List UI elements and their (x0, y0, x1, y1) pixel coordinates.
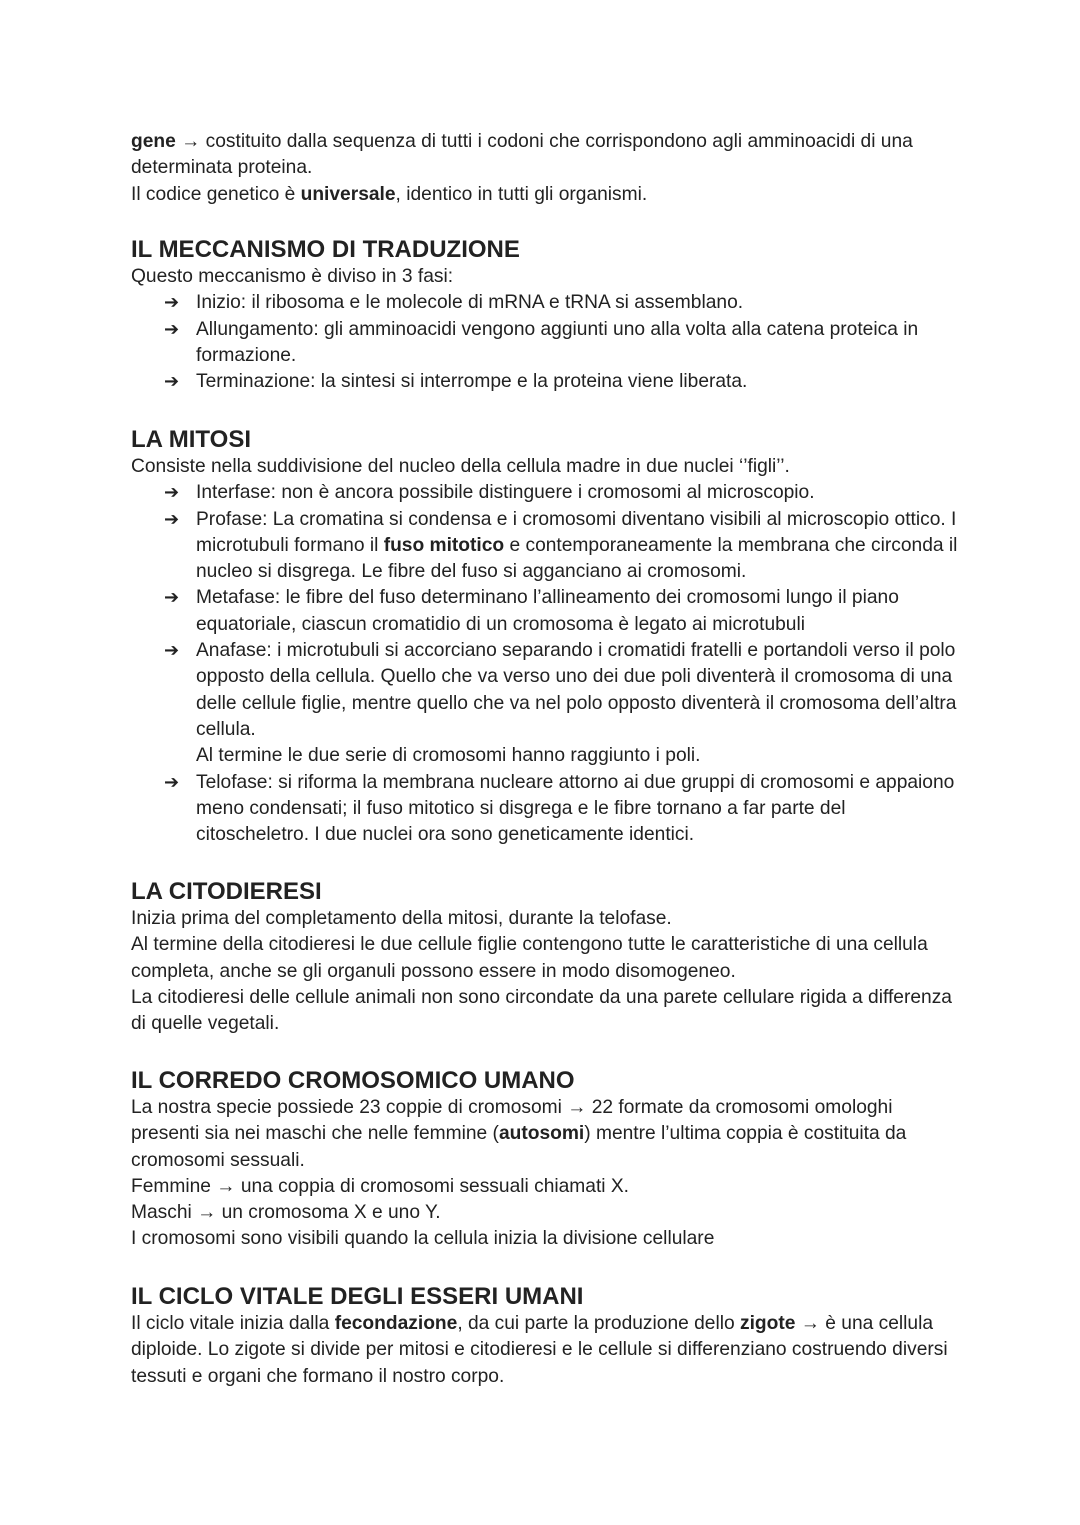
cytokinesis-paragraph: Al termine della citodieresi le due cellule figlie contengono tutte le caratteristiche di una cellula completa, anche se gli organuli possono essere in modo disomogeneo. (131, 934, 928, 982)
list-item (131, 480, 961, 506)
intro-section (131, 129, 961, 208)
phase-text: Terminazione: la sintesi si interrompe e la proteina viene liberata. (196, 371, 748, 393)
list-item (131, 770, 961, 849)
life-cycle-paragraph (131, 1311, 961, 1390)
translation-heading: IL MECCANISMO DI TRADUZIONE (131, 236, 520, 263)
phase-note: Al termine le due serie di cromosomi hanno raggiunto i poli. (196, 745, 701, 767)
phase-text: Interfase: non è ancora possibile distinguere i cromosomi al microscopio. (196, 482, 815, 504)
arrow-bullet-icon: ➔ (164, 482, 180, 504)
arrow-bullet-icon: ➔ (164, 371, 180, 393)
arrow-bullet-icon: ➔ (164, 587, 180, 609)
phase-text: Allungamento: gli amminoacidi vengono aggiunti uno alla volta alla catena proteica in formazione. (196, 318, 919, 366)
universal-term: universale (300, 183, 396, 205)
life-cycle-text: , da cui parte la produzione dello (457, 1313, 740, 1334)
phase-text: Metafase: le fibre del fuso determinano l’allineamento dei cromosomi lungo il piano equatoriale, ciascun cromatidio di un cromosoma è legato ai microtubuli (196, 587, 899, 635)
gene-term: gene (131, 131, 176, 152)
gene-definition (131, 129, 961, 182)
males-line: Maschi → un cromosoma X e uno Y. (131, 1202, 441, 1224)
mitosis-lead: Consiste nella suddivisione del nucleo della cellula madre in due nuclei ‘’figli’’. (131, 456, 790, 477)
universal-post: , identico in tutti gli organismi. (395, 183, 648, 205)
phase-text: Anafase: i microtubuli si accorciano separando i cromatidi fratelli e portandoli verso il polo opposto della cellula. Quello che va verso uno dei due poli diventerà il cromosoma di una delle cellule figlie, mentre quello che va nel polo opposto diventerà il cromosoma dell’altra cellula. (196, 640, 957, 740)
list-item (131, 638, 961, 769)
list-item (131, 290, 961, 316)
translation-lead: Questo meccanismo è diviso in 3 fasi: (131, 266, 454, 287)
universal-sentence (131, 182, 961, 208)
phase-text: Telofase: si riforma la membrana nucleare attorno ai due gruppi di cromosomi e appaiono meno condensati; il fuso mitotico si disgrega e le fibre tornano a far parte del citoscheletro. I due nuclei ora sono geneticamente identici. (196, 771, 955, 846)
visibility-line: I cromosomi sono visibili quando la cellula inizia la divisione cellulare (131, 1228, 715, 1250)
mitosis-heading: LA MITOSI (131, 426, 251, 453)
arrow-bullet-icon: ➔ (164, 318, 180, 340)
autosomi-term: autosomi (498, 1123, 585, 1145)
arrow-bullet-icon: ➔ (164, 508, 180, 530)
list-item (131, 585, 961, 638)
phase-text: Inizio: il ribosoma e le molecole di mRNA e tRNA si assemblano. (196, 292, 744, 314)
list-item (131, 369, 961, 395)
cytokinesis-paragraph: La citodieresi delle cellule animali non sono circondate da una parete cellulare rigida a differenza di quelle vegetali. (131, 986, 952, 1035)
karyotype-paragraph (131, 1095, 961, 1174)
life-cycle-heading: IL CICLO VITALE DEGLI ESSERI UMANI (131, 1283, 584, 1310)
karyotype-text: La nostra specie possiede 23 coppie di cromosomi → 22 formate da cromosomi omologhi presenti sia nei maschi che nelle femmine ( (131, 1097, 893, 1145)
gene-text: → costituito dalla sequenza di tutti i codoni che corrispondono agli amminoacidi di una determinata proteina. (131, 131, 913, 179)
life-cycle-text: → è una cellula diploide. Lo zigote si divide per mitosi e citodieresi e le cellule si differenziano costruendo diversi tessuti e organi che formano il nostro corpo. (131, 1313, 948, 1387)
list-item (131, 317, 961, 370)
translation-section (131, 236, 961, 395)
universal-pre: Il codice genetico è (131, 183, 301, 205)
arrow-bullet-icon: ➔ (164, 771, 180, 793)
list-item (131, 507, 961, 586)
fecondazione-term: fecondazione (334, 1313, 458, 1334)
arrow-bullet-icon: ➔ (164, 640, 180, 662)
cytokinesis-section (131, 878, 961, 1037)
cytokinesis-heading: LA CITODIERESI (131, 878, 322, 905)
cytokinesis-paragraph: Inizia prima del completamento della mitosi, durante la telofase. (131, 908, 672, 929)
mitosis-section (131, 426, 961, 848)
mitosis-phase-list (131, 480, 961, 848)
arrow-bullet-icon: ➔ (164, 292, 180, 314)
zigote-term: zigote (739, 1313, 796, 1334)
phase-text: Profase: La cromatina si condensa e i cromosomi diventano visibili al microscopio ottico. I microtubuli formano il (196, 508, 957, 556)
karyotype-text: ) mentre l’ultima coppia è costituita da cromosomi sessuali. (131, 1123, 907, 1171)
translation-phase-list (131, 290, 961, 395)
fuso-mitotico-term: fuso mitotico (383, 534, 505, 556)
phase-text: e contemporaneamente la membrana che circonda il nucleo si disgrega. Le fibre del fuso si agganciano ai cromosomi. (196, 534, 958, 583)
karyotype-section (131, 1067, 961, 1253)
life-cycle-text: Il ciclo vitale inizia dalla (131, 1313, 335, 1334)
karyotype-heading: IL CORREDO CROMOSOMICO UMANO (131, 1067, 575, 1094)
life-cycle-section (131, 1283, 961, 1390)
females-line: Femmine → una coppia di cromosomi sessuali chiamati X. (131, 1175, 630, 1197)
